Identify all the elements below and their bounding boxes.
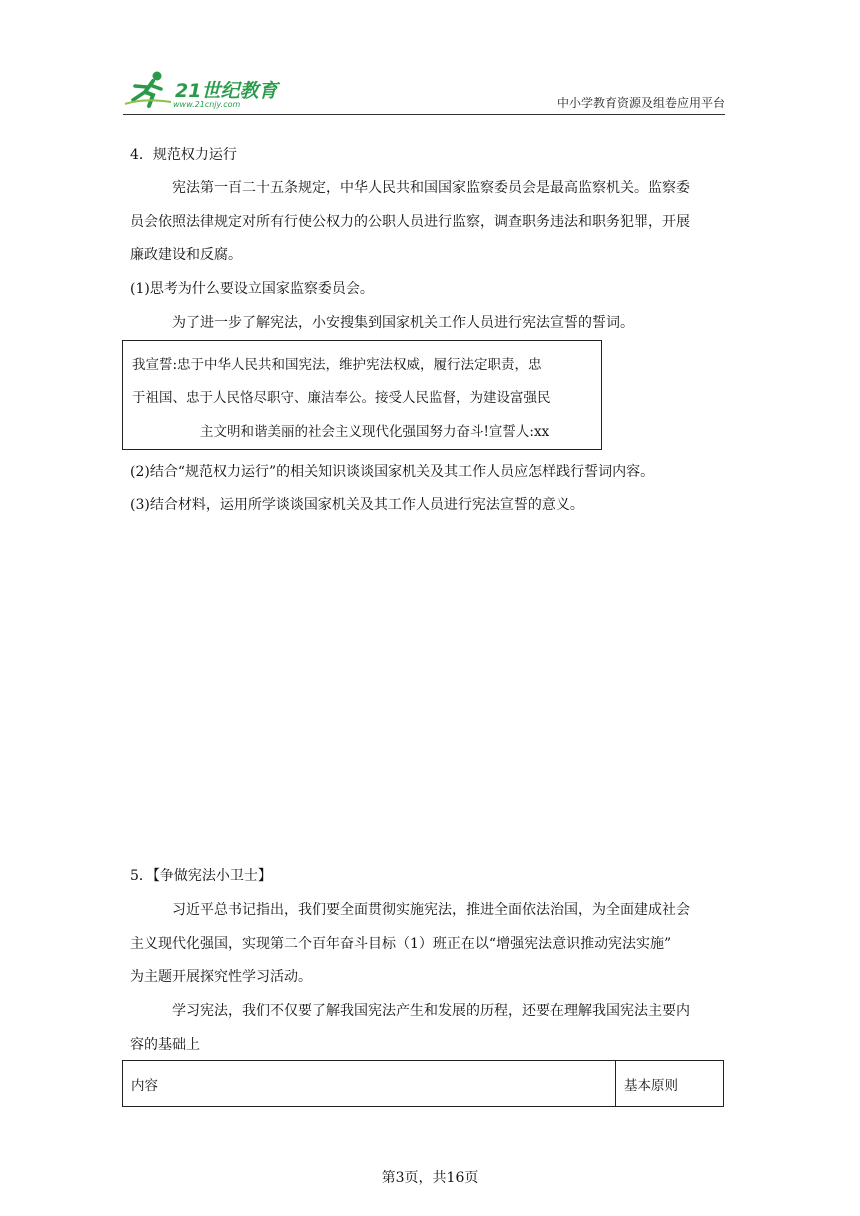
table-cell-principle: 基本原则	[616, 1061, 724, 1107]
oath-line: 主文明和谐美丽的社会主义现代化强国努力奋斗!宣誓人:xx	[200, 424, 550, 440]
table-row	[123, 1061, 724, 1107]
site-logo	[123, 70, 293, 110]
q4-intro: 为了进一步了解宪法，小安搜集到国家机关工作人员进行宪法宣誓的誓词。	[172, 315, 634, 331]
platform-name: 中小学教育资源及组卷应用平台	[556, 96, 725, 110]
page-header	[123, 66, 725, 115]
runner-logo-icon	[123, 70, 175, 110]
q4-para-line: 宪法第一百二十五条规定，中华人民共和国国家监察委员会是最高监察机关。监察委	[172, 180, 690, 196]
logo-url: www.21cnjy.com	[173, 100, 241, 109]
oath-line: 我宣誓:忠于中华人民共和国宪法，维护宪法权威，履行法定职责，忠	[132, 357, 542, 373]
q5-para-line: 主义现代化强国，实现第二个百年奋斗目标（1）班正在以“增强宪法意识推动宪法实施”	[130, 936, 672, 952]
q5-para-line: 为主题开展探究性学习活动。	[130, 969, 312, 985]
q4-para-line: 廉政建设和反腐。	[130, 247, 242, 263]
q4-para-line: 员会依照法律规定对所有行使公权力的公职人员进行监察，调查职务违法和职务犯罪，开展	[130, 214, 690, 230]
q4-subquestion-3: (3)结合材料，运用所学谈谈国家机关及其工作人员进行宪法宣誓的意义。	[130, 497, 584, 513]
q5-para-line: 习近平总书记指出，我们要全面贯彻实施宪法，推进全面依法治国，为全面建成社会	[172, 902, 690, 918]
principles-table	[122, 1060, 724, 1107]
logo-text: 21世纪教育	[175, 80, 278, 102]
q4-subquestion-2: (2)结合“规范权力运行”的相关知识谈谈国家机关及其工作人员应怎样践行誓词内容。	[130, 464, 655, 480]
q5-para-line: 学习宪法，我们不仅要了解我国宪法产生和发展的历程，还要在理解我国宪法主要内	[172, 1003, 690, 1019]
q4-title: 4．规范权力运行	[130, 147, 237, 163]
q5-title: 5．【争做宪法小卫士】	[130, 868, 272, 884]
page-footer: 第3页，共16页	[381, 1170, 479, 1186]
q4-subquestion-1: (1)思考为什么要设立国家监察委员会。	[130, 281, 374, 297]
q5-para-line: 容的基础上	[130, 1037, 200, 1053]
oath-box	[122, 340, 602, 450]
table-cell-content: 内容	[123, 1061, 616, 1107]
oath-line: 于祖国、忠于人民恪尽职守、廉洁奉公。接受人民监督，为建设富强民	[132, 390, 551, 406]
